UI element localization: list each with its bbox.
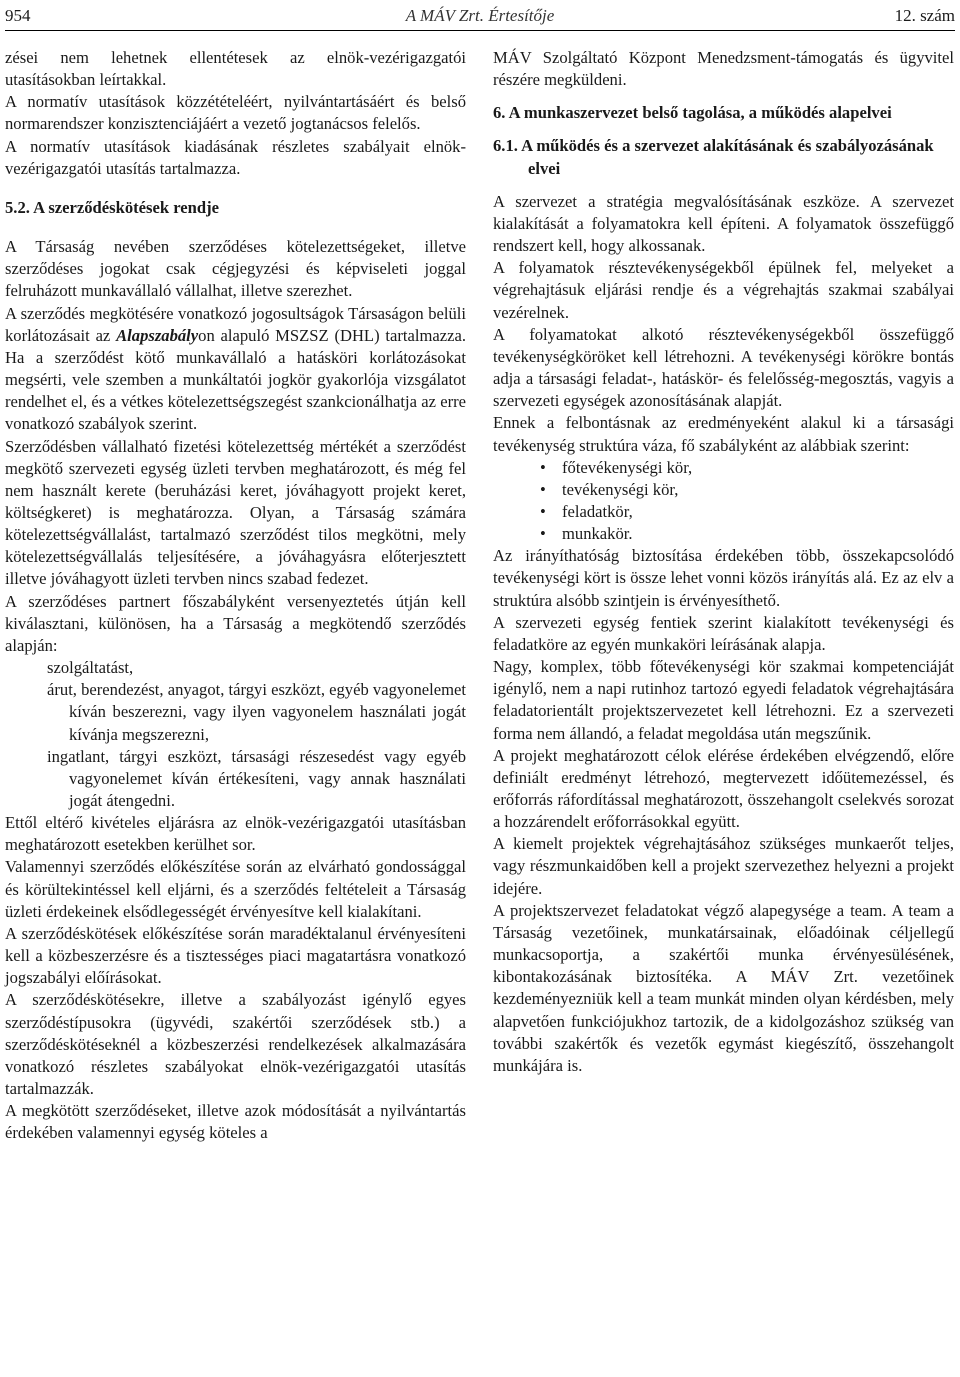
page-header [5, 4, 955, 30]
section-heading-6-1: 6.1. A működés és a szervezet alakításának és szabályozásának elvei [493, 136, 934, 178]
bullet-item: • feladatkör, [562, 501, 954, 523]
paragraph: A folyamatok résztevékenységekből épülnek fel, melyeket a végrehajtásuk eljárási rendje és a végrehajtás szakmai szabályai vezérelnek. [493, 258, 954, 322]
paragraph: A kiemelt projektek végrehajtásához szükséges munkaerőt teljes, vagy részmunkaidőben kell a projekt szervezethez helyezni a projekt idejére. [493, 834, 954, 898]
paragraph: Nagy, komplex, több főtevékenységi kör szakmai kompetenciáját igénylő, nem a napi rutinhoz tartozó egyedi feladatok végrehajtására feladatorientált projektszervezetet kell létrehozni. Ez a szervezeti forma nem állandó, a feladat megoldása után megszűnik. [493, 657, 954, 743]
paragraph: Ettől eltérő kivételes eljárásra az elnök-vezérigazgatói utasításban meghatározott esetekben kerülhet sor. [5, 813, 466, 855]
journal-title: A MÁV Zrt. Értesítője [405, 6, 555, 25]
section-heading-5-2: 5.2. A szerződéskötések rendje [5, 197, 220, 217]
bullet-item: • főtevékenységi kör, [562, 457, 954, 479]
issue-number: 12. szám [894, 6, 955, 25]
paragraph: Szerződésben vállalható fizetési kötelezettség mértékét a szerződést megkötő szervezeti egység üzleti tervben meghatározott, és még fel nem használt kerete (beruházási keret, jóváhagyott projekt keret, költségkeret) is meghatározza. Olyan, a Társaság számára kötelezettségvállalást, tartalmazó szerződést tilos megkötni, mely kötelezettségvállalás teljesítésére, a jóváhagyásra előterjesztett illetve jóváhagyott üzleti tervben nincs szabad fedezet. [5, 436, 466, 589]
paragraph: A projektszervezet feladatokat végző alapegysége a team. A team a Társaság vezetőinek, munkatársainak, előadóinak céljellegű munkacsoportja, a szakértői munka érvényesülésének, kibontakozásának biztosítéka. A MÁV Zrt. vezetőinek kezdeményezniük kell a team munkát minden olyan kérdésben, mely alapvetően funkciójukhoz tartozik, de a kidolgozáshoz szükség van további szakértők és vezetők egymást kiegészítő, összehangolt munkájára is. [493, 900, 954, 1075]
paragraph: Az irányíthatóság biztosítása érdekében több, összekapcsolódó tevékenységi kört is össze lehet vonni közös irányítás alá. Ez az elv a struktúra alsóbb szintjein is érvényesíthető. [493, 546, 954, 610]
left-column [5, 47, 466, 1145]
paragraph: A szervezeti egység fentiek szerint kialakított tevékenységi és feladatköre az egyén munkaköri leírásának alapja. [493, 612, 954, 654]
paragraph: zései nem lehetnek ellentétesek az elnök-vezérigazgatói utasításokban leírtakkal. [5, 48, 466, 90]
paragraph: A szerződéses partnert főszabályként versenyeztetés útján kell kiválasztani, különösen, ha a Társaság a megkötendő szerződés alapján: [5, 591, 466, 655]
bullet-list [493, 457, 954, 546]
paragraph: Valamennyi szerződés előkészítése során az elvárható gondossággal és körültekintéssel kell eljárni, és a szerződés feltételeit a Társaság üzleti érdekeinek elsődlegességét érvényesítve kell kialakítani. [5, 857, 466, 921]
paragraph: A szerződéskötések előkészítése során maradéktalanul érvényesíteni kell a közbeszerzésre és a tisztességes piaci magatartásra vonatkozó jogszabályi előírásokat. [5, 923, 466, 988]
paragraph: MÁV Szolgáltató Központ Menedzsment-támogatás és ügyvitel részére megküldeni. [493, 48, 954, 90]
paragraph: A szerződés megkötésére vonatkozó jogosultságok Társaságon belüli korlátozásait az Alapszabályon alapuló MSZSZ (DHL) tartalmazza. Ha a szerződést kötő munkavállaló a hatásköri korlátozásokat megsérti, vele szemben a munkáltatói jogkör gyakorlója vizsgálatot rendelhet el, és a vétkes kötelezettségszegést szankcionálhatja az erre vonatkozó szabályok szerint. [5, 303, 466, 434]
list-item: szolgáltatást, [47, 658, 134, 678]
page-number: 954 [5, 6, 31, 25]
paragraph: A projekt meghatározott célok elérése érdekében elvégzendő, előre definiált eredményt létrehozó, megtervezett időütemezéssel, és erőforrás ráfordítással meghatározott, összehangolt cselekvés sorozat a hozzárendelt erőforrásokkal együtt. [493, 745, 954, 832]
bullet-item: • tevékenységi kör, [562, 479, 954, 501]
emphasis-alapszabaly: Alapszabály [116, 325, 199, 345]
paragraph: Ennek a felbontásnak az eredményeként alakul ki a társasági tevékenység struktúra váza, fő szabályként az alábbiak szerint: [493, 413, 954, 455]
list-item: ingatlant, tárgyi eszközt, társasági részesedést vagy egyéb vagyonelemet kíván értékesíteni, vagy annak használati jogát átengedni. [47, 746, 466, 810]
right-column [493, 47, 954, 1077]
section-heading-6: 6. A munkaszervezet belső tagolása, a működés alapelvei [493, 103, 892, 123]
paragraph: A normatív utasítások kiadásának részletes szabályait elnök-vezérigazgatói utasítás tartalmazza. [5, 136, 466, 178]
paragraph: A szervezet a stratégia megvalósításának eszköze. A szervezet kialakítását a folyamatokra kell építeni. A folyamatok összefüggő rendszert kell, hogy alkossanak. [493, 191, 954, 256]
paragraph: A megkötött szerződéseket, illetve azok módosítását a nyilvántartás érdekében valamennyi egység köteles a [5, 1101, 466, 1143]
paragraph: A normatív utasítások közzétételéért, nyilvántartásáért és belső normarendszer konzisztenciájáért a vezető jogtanácsos felelős. [5, 92, 466, 134]
list-item: árut, berendezést, anyagot, tárgyi eszközt, egyéb vagyonelemet kíván beszerezni, vagy ilyen vagyonelem használati jogát kívánja megszerezni, [47, 680, 466, 744]
bullet-item: • munkakör. [562, 523, 954, 545]
paragraph: A Társaság nevében szerződéses kötelezettségeket, illetve szerződéses jogokat csak cégjegyzési és képviseleti joggal felruházott munkavállaló vállalhat, illetve szerezhet. [5, 237, 466, 301]
paragraph: A szerződéskötésekre, illetve a szabályozást igénylő egyes szerződéstípusokra (ügyvédi, szakértői szerződések stb.) a szerződéskötéseknél a közbeszerzési rendelkezések alkalmazására vonatkozó részletes szabályokat elnök-vezérigazgatói utasítás tartalmazzák. [5, 990, 466, 1099]
paragraph: A folyamatokat alkotó résztevékenységekből összefüggő tevékenységköröket kell létrehozni. A tevékenységi körökre bontás adja a társasági feladat-, hatáskör- és felelősség-megosztás, vagyis a szervezeti egységek azonosításának alapját. [493, 324, 954, 411]
header-rule [5, 30, 955, 31]
